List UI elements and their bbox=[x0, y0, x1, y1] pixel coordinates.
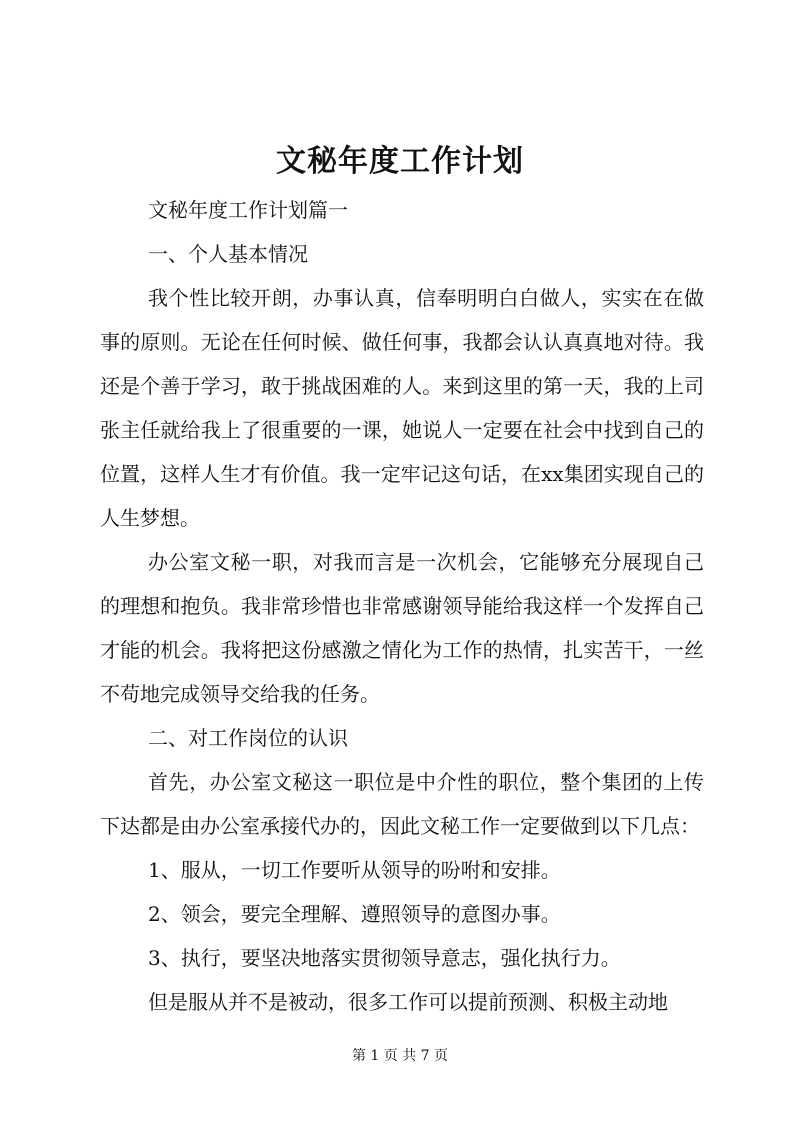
list-item: 1、服从，一切工作要听从领导的吩咐和安排。 bbox=[148, 858, 561, 882]
subsection-heading: 一、个人基本情况 bbox=[148, 242, 308, 266]
section-heading: 文秘年度工作计划篇一 bbox=[148, 198, 348, 222]
page-number: 第 1 页 共 7 页 bbox=[351, 1048, 449, 1064]
list-item: 3、执行，要坚决地落实贯彻领导意志，强化执行力。 bbox=[148, 946, 621, 970]
document-title: 文秘年度工作计划 bbox=[276, 144, 524, 179]
subsection-heading: 二、对工作岗位的认识 bbox=[148, 726, 348, 750]
body-paragraph: 首先，办公室文秘这一职位是中介性的职位，整个集团的上传下达都是由办公室承接代办的，因此文秘工作一定要做到以下几点： bbox=[100, 770, 704, 838]
document-body bbox=[100, 188, 704, 1024]
list-item: 2、领会，要完全理解、遵照领导的意图办事。 bbox=[148, 902, 561, 926]
body-paragraph: 办公室文秘一职，对我而言是一次机会，它能够充分展现自己的理想和抱负。我非常珍惜也非常感谢领导能给我这样一个发挥自己才能的机会。我将把这份感激之情化为工作的热情，扎实苦干，一丝不苟地完成领导交给我的任务。 bbox=[100, 550, 704, 706]
body-paragraph: 但是服从并不是被动，很多工作可以提前预测、积极主动地 bbox=[148, 990, 668, 1014]
body-paragraph: 我个性比较开朗，办事认真，信奉明明白白做人，实实在在做事的原则。无论在任何时候、做任何事，我都会认认真真地对待。我还是个善于学习，敢于挑战困难的人。来到这里的第一天，我的上司张主任就给我上了很重要的一课，她说人一定要在社会中找到自己的位置，这样人生才有价值。我一定牢记这句话，在xx集团实现自己的人生梦想。 bbox=[100, 286, 704, 530]
